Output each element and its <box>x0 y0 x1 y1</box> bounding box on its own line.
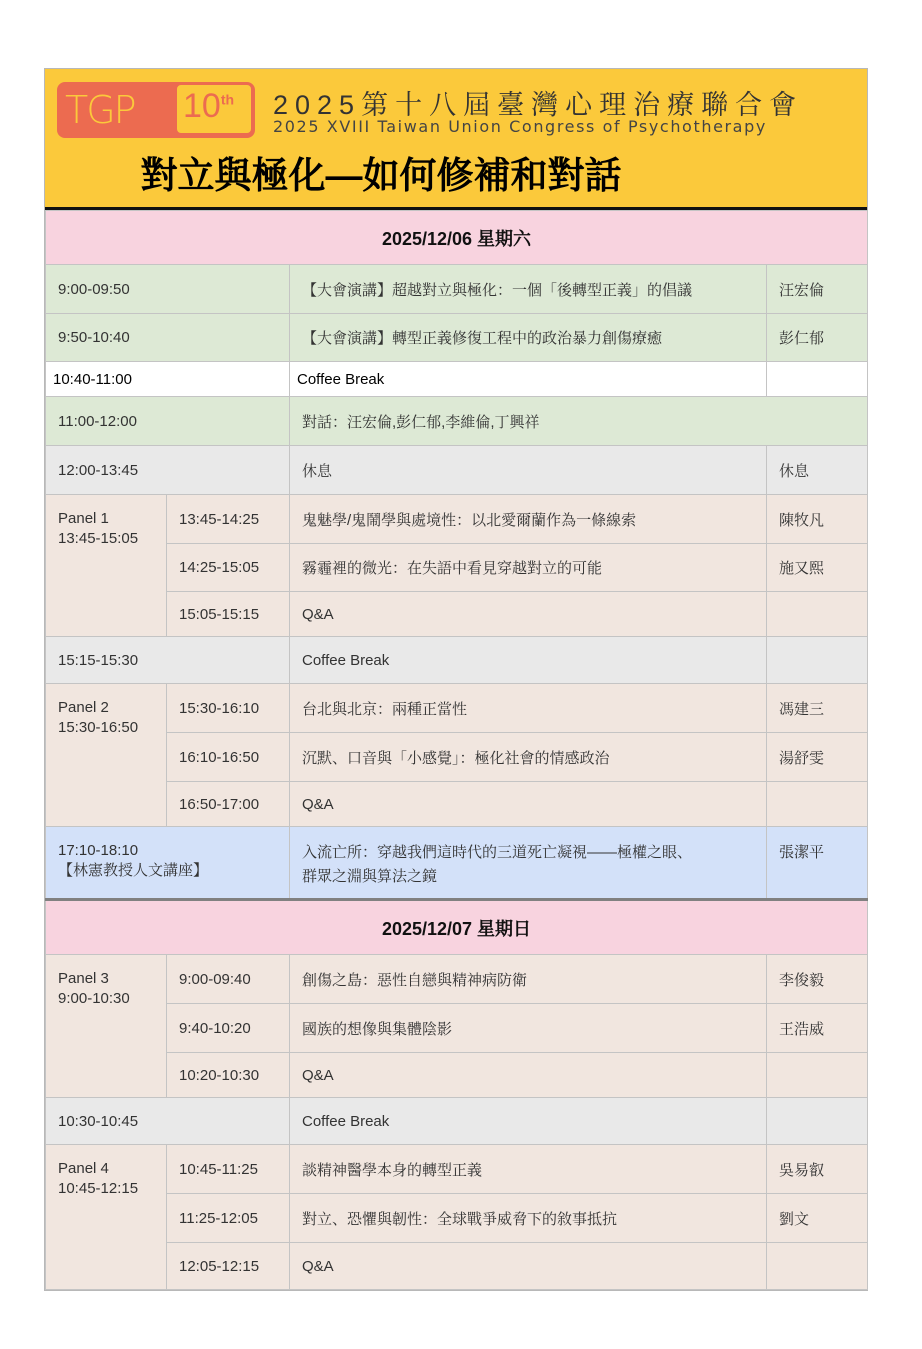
speaker-cell: 施又熙 <box>767 544 868 592</box>
speaker-cell: 馮建三 <box>767 684 868 733</box>
header-banner <box>45 69 867 210</box>
time-cell: 12:05-12:15 <box>167 1243 290 1290</box>
time-cell: 11:25-12:05 <box>167 1194 290 1243</box>
table-row <box>46 684 868 733</box>
title-cell: Coffee Break <box>290 362 767 397</box>
time-cell: 10:20-10:30 <box>167 1053 290 1098</box>
title-cell: Q&A <box>290 1243 767 1290</box>
title-cell: Q&A <box>290 592 767 637</box>
date-label: 2025/12/06 星期六 <box>46 211 868 265</box>
schedule-table <box>45 210 868 1290</box>
time-cell: 16:50-17:00 <box>167 782 290 827</box>
org-name-cn: 2025第十八屆臺灣心理治療聯合會 <box>273 90 804 120</box>
title-cell: Coffee Break <box>290 637 767 684</box>
speaker-cell <box>767 592 868 637</box>
schedule-sheet <box>44 68 868 1291</box>
conference-theme: 對立與極化—如何修補和對話 <box>140 155 622 196</box>
speaker-cell <box>767 637 868 684</box>
title-cell <box>290 827 767 900</box>
panel-name: Panel 4 <box>58 1160 109 1177</box>
speaker-cell: 張潔平 <box>767 827 868 900</box>
table-row <box>46 1098 868 1145</box>
title-cell: Q&A <box>290 782 767 827</box>
panel-name: Panel 1 <box>58 510 109 527</box>
title-cell: 鬼魅學/鬼鬧學與處境性：以北愛爾蘭作為一條線索 <box>290 495 767 544</box>
time-cell: 10:40-11:00 <box>46 362 290 397</box>
time-cell: 15:05-15:15 <box>167 592 290 637</box>
panel-time: 15:30-16:50 <box>58 719 139 736</box>
speaker-cell <box>767 1243 868 1290</box>
logo-anniversary <box>177 85 251 133</box>
speaker-cell <box>767 782 868 827</box>
table-row <box>46 314 868 362</box>
title-cell: 台北與北京：兩種正當性 <box>290 684 767 733</box>
logo-text: TGP <box>65 88 135 132</box>
time-cell <box>46 827 290 900</box>
title-cell: 【大會演講】轉型正義修復工程中的政治暴力創傷療癒 <box>290 314 767 362</box>
table-row <box>46 733 868 782</box>
time-cell: 9:50-10:40 <box>46 314 290 362</box>
time-cell: 9:00-09:50 <box>46 265 290 314</box>
logo-sup: th <box>220 91 235 108</box>
date-label: 2025/12/07 星期日 <box>46 900 868 955</box>
table-row <box>46 1243 868 1290</box>
lecture-row <box>46 827 868 900</box>
panel-name: Panel 2 <box>58 699 109 716</box>
speaker-cell: 湯舒雯 <box>767 733 868 782</box>
speaker-cell: 休息 <box>767 446 868 495</box>
lecture-label: 【林憲教授人文講座】 <box>58 862 209 879</box>
date-row <box>46 900 868 955</box>
table-row <box>46 592 868 637</box>
panel-cell <box>46 495 167 637</box>
title-cell: 創傷之島：惡性自戀與精神病防衛 <box>290 955 767 1004</box>
speaker-cell <box>767 1098 868 1145</box>
speaker-cell: 劉文 <box>767 1194 868 1243</box>
table-row <box>46 955 868 1004</box>
tgp-logo <box>57 82 255 138</box>
speaker-cell <box>767 362 868 397</box>
time-cell: 15:30-16:10 <box>167 684 290 733</box>
org-name-en: 2025 XVIII Taiwan Union Congress of Psychotherapy <box>273 117 767 136</box>
table-row <box>46 1004 868 1053</box>
speaker-cell: 吳易叡 <box>767 1145 868 1194</box>
table-row <box>46 446 868 495</box>
panel-time: 13:45-15:05 <box>58 530 139 547</box>
title-cell: 沉默、口音與「小感覺」：極化社會的情感政治 <box>290 733 767 782</box>
panel-cell <box>46 955 167 1098</box>
panel-cell <box>46 1145 167 1290</box>
title-cell: 對話：汪宏倫,彭仁郁,李維倫,丁興祥 <box>290 397 868 446</box>
time-cell: 12:00-13:45 <box>46 446 290 495</box>
time-cell: 9:00-09:40 <box>167 955 290 1004</box>
lecture-title-line2: 群眾之淵與算法之鏡 <box>302 868 438 885</box>
time-cell: 15:15-15:30 <box>46 637 290 684</box>
title-cell: Coffee Break <box>290 1098 767 1145</box>
title-cell: 國族的想像與集體陰影 <box>290 1004 767 1053</box>
panel-time: 10:45-12:15 <box>58 1180 139 1197</box>
table-row <box>46 495 868 544</box>
time-cell: 16:10-16:50 <box>167 733 290 782</box>
title-cell: 休息 <box>290 446 767 495</box>
table-row <box>46 362 868 397</box>
time-cell: 10:30-10:45 <box>46 1098 290 1145</box>
speaker-cell: 陳牧凡 <box>767 495 868 544</box>
table-row <box>46 1145 868 1194</box>
table-row <box>46 782 868 827</box>
title-cell: 霧霾裡的微光：在失語中看見穿越對立的可能 <box>290 544 767 592</box>
speaker-cell: 彭仁郁 <box>767 314 868 362</box>
table-row <box>46 637 868 684</box>
panel-time: 9:00-10:30 <box>58 990 130 1007</box>
panel-name: Panel 3 <box>58 970 109 987</box>
speaker-cell <box>767 1053 868 1098</box>
lecture-title-line1: 入流亡所：穿越我們這時代的三道死亡凝視——極權之眼、 <box>302 844 693 861</box>
table-row <box>46 1053 868 1098</box>
panel-cell <box>46 684 167 827</box>
table-row <box>46 265 868 314</box>
logo-number: 10 <box>183 87 221 125</box>
time-cell: 11:00-12:00 <box>46 397 290 446</box>
table-row <box>46 544 868 592</box>
title-cell: 對立、恐懼與韌性：全球戰爭威脅下的敘事抵抗 <box>290 1194 767 1243</box>
table-row <box>46 397 868 446</box>
lecture-time: 17:10-18:10 <box>58 842 139 859</box>
title-cell: 【大會演講】超越對立與極化：一個「後轉型正義」的倡議 <box>290 265 767 314</box>
speaker-cell: 王浩威 <box>767 1004 868 1053</box>
date-row <box>46 211 868 265</box>
table-row <box>46 1194 868 1243</box>
time-cell: 9:40-10:20 <box>167 1004 290 1053</box>
time-cell: 10:45-11:25 <box>167 1145 290 1194</box>
speaker-cell: 李俊毅 <box>767 955 868 1004</box>
time-cell: 14:25-15:05 <box>167 544 290 592</box>
title-cell: Q&A <box>290 1053 767 1098</box>
title-cell: 談精神醫學本身的轉型正義 <box>290 1145 767 1194</box>
time-cell: 13:45-14:25 <box>167 495 290 544</box>
speaker-cell: 汪宏倫 <box>767 265 868 314</box>
